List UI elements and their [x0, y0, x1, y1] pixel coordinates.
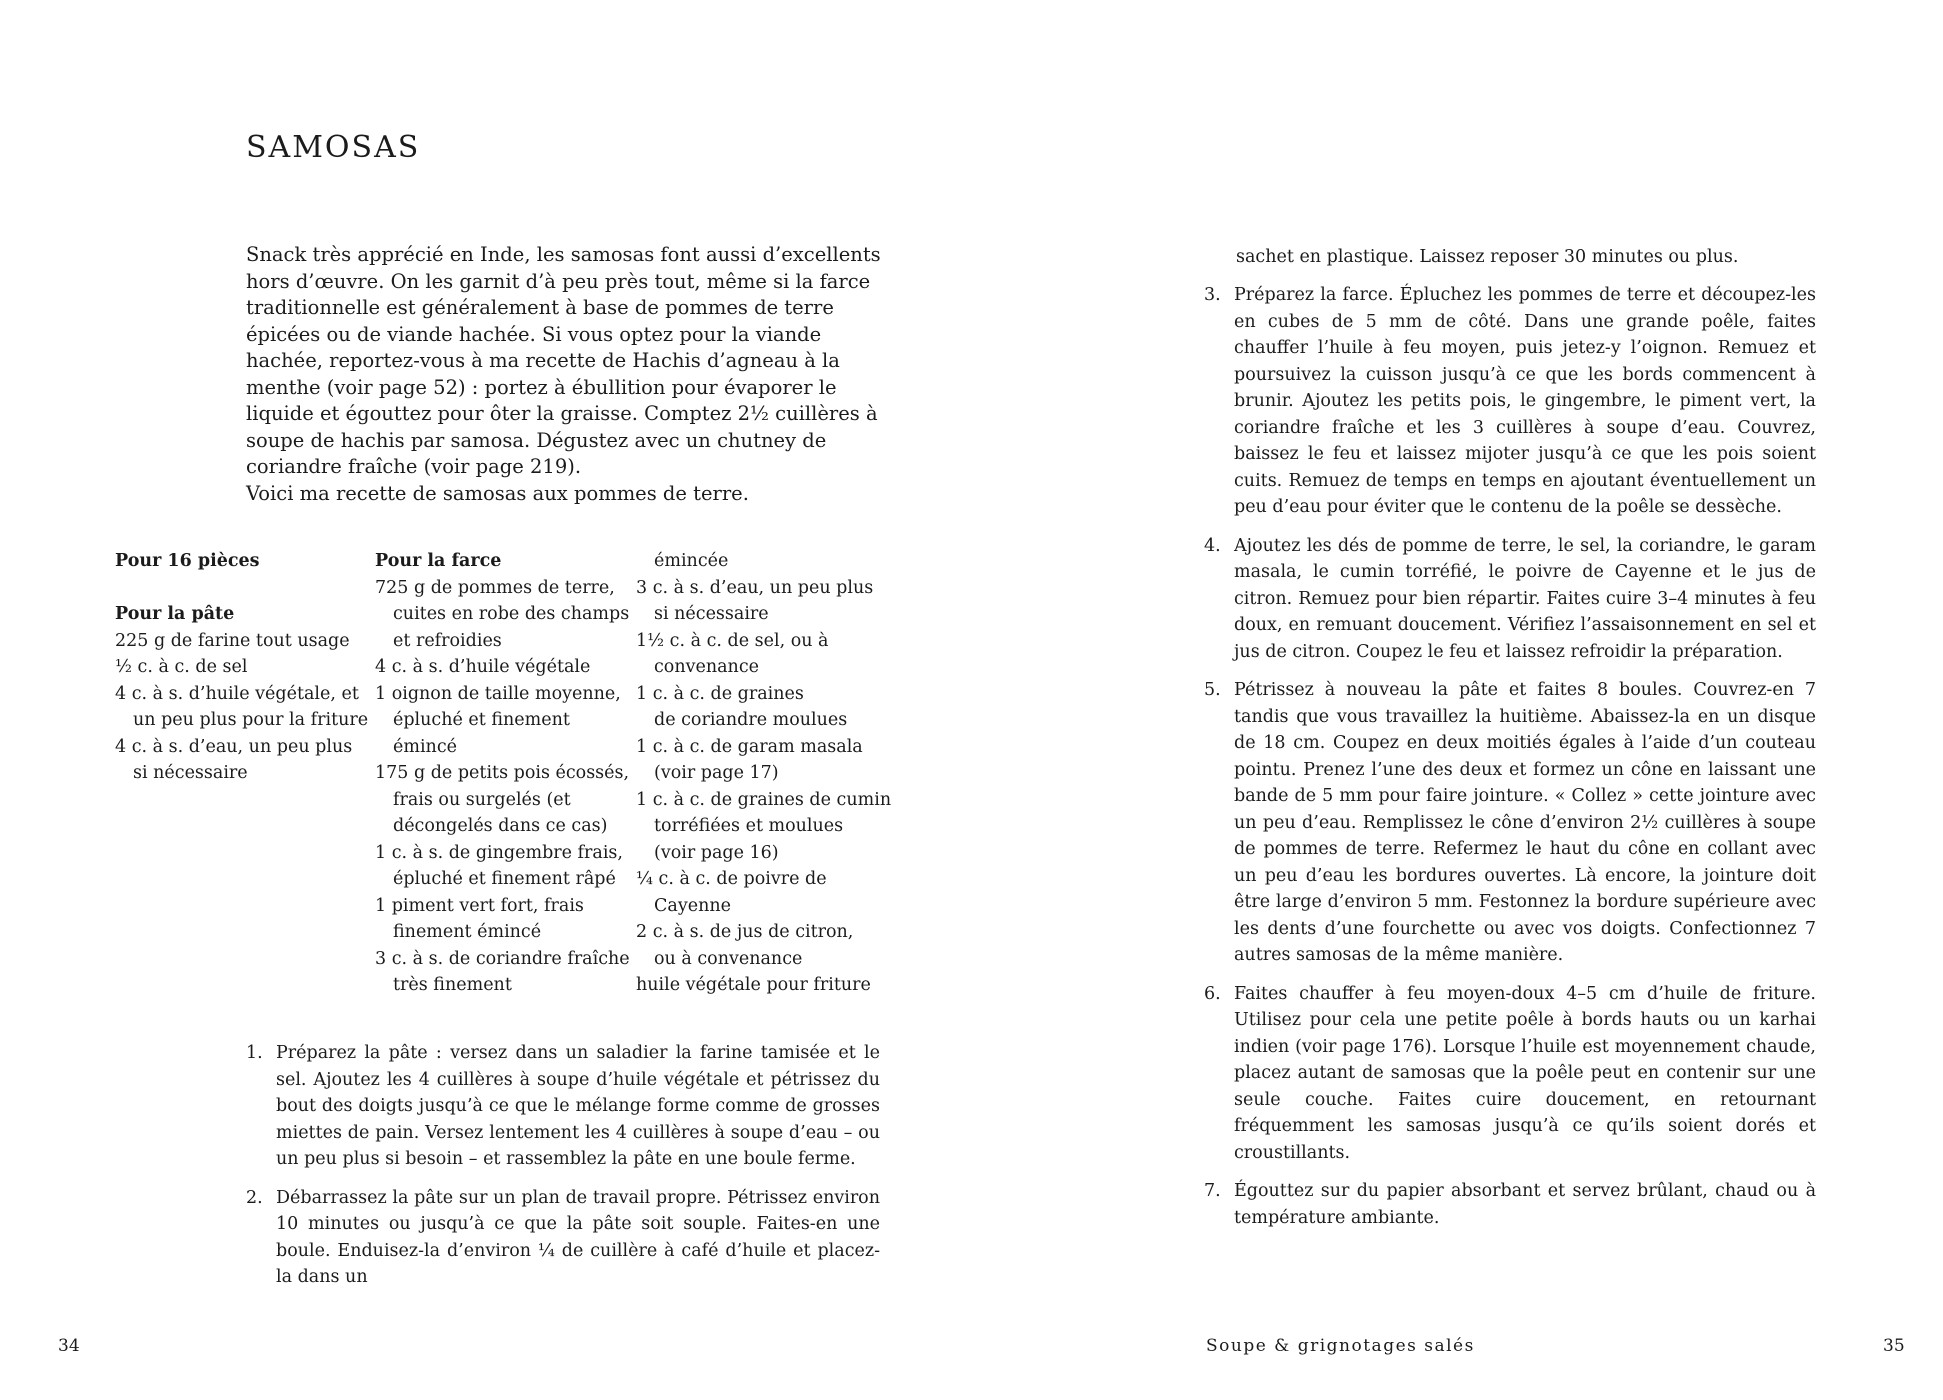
ingredient-line: 4 c. à s. d’huile végétale: [375, 657, 591, 677]
page-number: 35: [1883, 1336, 1905, 1356]
ingredient-line: Cayenne: [654, 895, 731, 916]
ingredient-line: épluché et finement: [393, 710, 570, 730]
ingredient-line: ½ c. à c. de sel: [115, 657, 248, 677]
ingredient-line: 2 c. à s. de jus de citron,: [636, 922, 854, 942]
ingredient-line: 1 c. à c. de graines de cumin: [636, 789, 892, 810]
ingredient-line: finement émincé: [393, 922, 542, 942]
ingredient-line: 1 c. à c. de graines: [636, 683, 804, 704]
step-text: Faites chauffer à feu moyen-doux 4–5 cm d’huile de friture. Utilisez pour cela une petite poêle à bords hauts ou un karhai indien (voir page 176). Lorsque l’huile est moyennement chaude, placez autant de samosas que la poêle peut en contenir sur une seule couche. Faites cuire doucement, en retournant fréquemment les samosas jusqu’à ce qu’ils soient dorés et croustillants.: [1234, 983, 1816, 1163]
page-number: 34: [58, 1336, 80, 1356]
step-text: Débarrassez la pâte sur un plan de travail propre. Pétrissez environ 10 minutes ou jusqu’à ce que la pâte soit souple. Faites-en une boule. Enduisez-la d’environ ¼ de cuillère à café d’huile et placez-la dans un: [276, 1187, 880, 1287]
ingredient-line: frais ou surgelés (et: [393, 789, 571, 810]
step-number: 5.: [1204, 680, 1221, 700]
ingredient-line: 4 c. à s. d’huile végétale, et: [115, 683, 359, 704]
ingredient-line: 1 oignon de taille moyenne,: [375, 683, 621, 704]
intro-paragraph: Voici ma recette de samosas aux pommes de terre.: [246, 481, 749, 505]
ingredient-line: 175 g de petits pois écossés,: [375, 763, 630, 783]
step-number: 3.: [1204, 285, 1221, 305]
ingredient-line: et refroidies: [393, 630, 502, 651]
step-text: Préparez la pâte : versez dans un saladier la farine tamisée et le sel. Ajoutez les 4 cuillères à soupe d’huile végétale et pétrissez du bout des doigts jusqu’à ce que le mélange forme comme de grosses miettes de pain. Versez lentement les 4 cuillères à soupe d’eau – ou un peu plus si besoin – et rassemblez la pâte en une boule ferme.: [276, 1043, 880, 1169]
ingredient-line: (voir page 16): [654, 842, 779, 863]
ingredient-line: si nécessaire: [654, 604, 769, 624]
step-text: Ajoutez les dés de pomme de terre, le sel, la coriandre, le garam masala, le cumin torréfié, le poivre de Cayenne et le jus de citron. Remuez pour bien répartir. Faites cuire 3–4 minutes à feu doux, en remuant doucement. Vérifiez l’assaisonnement en sel et jus de citron. Coupez le feu et laissez refroidir la préparation.: [1234, 535, 1816, 662]
ingredient-line: ¼ c. à c. de poivre de: [636, 869, 827, 889]
ingredient-line: convenance: [654, 657, 759, 677]
running-head: Soupe & grignotages salés: [1206, 1336, 1475, 1356]
ingredient-line: cuites en robe des champs: [393, 604, 630, 624]
right-page: [972, 0, 1943, 1400]
ingredients-column-filling: [375, 548, 630, 999]
ingredient-line: si nécessaire: [133, 763, 248, 783]
intro-text: [246, 242, 896, 507]
ingredients-column-pastry: [115, 548, 368, 787]
step-number: 4.: [1204, 535, 1221, 556]
ingredient-line: 1½ c. à c. de sel, ou à: [636, 630, 829, 651]
ingredient-line: ou à convenance: [654, 948, 803, 969]
step-text: Égouttez sur du papier absorbant et servez brûlant, chaud ou à température ambiante.: [1234, 1181, 1816, 1228]
method-step: [246, 1040, 880, 1173]
ingredient-line: 225 g de farine tout usage: [115, 630, 350, 651]
pastry-heading: Pour la pâte: [115, 604, 235, 624]
ingredient-line: 3 c. à s. de coriandre fraîche: [375, 948, 630, 969]
step-text: Pétrissez à nouveau la pâte et faites 8 boules. Couvrez-en 7 tandis que vous travaillez la huitième. Abaissez-la en un disque de 18 cm. Coupez en deux moitiés égales à l’aide d’un couteau pointu. Prenez l’une des deux et formez un cône en laissant une bande de 5 mm pour faire jointure. « Collez » cette jointure avec un peu d’eau. Remplissez le cône d’environ 2½ cuillères à soupe de pommes de terre. Refermez le haut du cône en collant avec un peu d’eau les bordures ouvertes. Là encore, la jointure doit être large d’environ 5 mm. Festonnez la bordure supérieure avec les dents d’une fourchette ou avec vos doigts. Confectionnez 7 autres samosas de la même manière.: [1234, 680, 1816, 965]
ingredient-line: décongelés dans ce cas): [393, 816, 608, 836]
ingredient-line: (voir page 17): [654, 763, 779, 783]
ingredient-line: épluché et finement râpé: [393, 869, 616, 889]
step-number: 7.: [1204, 1181, 1221, 1201]
method-step: [1204, 981, 1816, 1167]
step-number: 1.: [246, 1043, 263, 1063]
ingredient-line: 1 piment vert fort, frais: [375, 895, 584, 916]
ingredient-line: 1 c. à s. de gingembre frais,: [375, 842, 623, 863]
yield-heading: Pour 16 pièces: [115, 551, 260, 571]
ingredients-column-filling-continued: [636, 548, 891, 999]
ingredient-line: 3 c. à s. d’eau, un peu plus: [636, 577, 874, 598]
method-steps-right: [1204, 282, 1816, 1243]
method-step: [1204, 533, 1816, 666]
ingredient-line: 725 g de pommes de terre,: [375, 577, 615, 598]
ingredient-line: 1 c. à c. de garam masala: [636, 736, 863, 757]
method-step: [246, 1185, 880, 1291]
ingredient-line: de coriandre moulues: [654, 710, 848, 730]
ingredient-line: torréfiées et moulues: [654, 816, 844, 836]
ingredient-line: émincée: [654, 551, 729, 571]
ingredient-line: très finement: [393, 975, 512, 995]
method-step: [1204, 282, 1816, 521]
filling-heading: Pour la farce: [375, 551, 502, 571]
recipe-title: SAMOSAS: [246, 130, 421, 166]
ingredient-line: 4 c. à s. d’eau, un peu plus: [115, 736, 353, 757]
ingredient-line: un peu plus pour la friture: [133, 710, 369, 730]
method-step: [1204, 1178, 1816, 1231]
intro-paragraph: Snack très apprécié en Inde, les samosas font aussi d’excellents hors d’œuvre. On les garnit d’à peu près tout, même si la farce traditionnelle est généralement à base de pommes de terre épicées ou de viande hachée. Si vous optez pour la viande hachée, reportez-vous à ma recette de Hachis d’agneau à la menthe (voir page 52) : portez à ébullition pour évaporer le liquide et égouttez pour ôter la graisse. Comptez 2½ cuillères à soupe de hachis par samosa. Dégustez avec un chutney de coriandre fraîche (voir page 219).: [246, 243, 881, 478]
method-steps-left: [246, 1040, 880, 1303]
step-continuation: sachet en plastique. Laissez reposer 30 minutes ou plus.: [1236, 247, 1739, 267]
ingredient-line: huile végétale pour friture: [636, 975, 871, 995]
step-number: 6.: [1204, 983, 1221, 1004]
step-number: 2.: [246, 1187, 263, 1208]
step-text: Préparez la farce. Épluchez les pommes de terre et découpez-les en cubes de 5 mm de côté. Dans une grande poêle, faites chauffer l’huile à feu moyen, puis jetez-y l’oignon. Remuez et poursuivez la cuisson jusqu’à ce que les bords commencent à brunir. Ajoutez les petits pois, le gingembre, le piment vert, la coriandre fraîche et les 3 cuillères à soupe d’eau. Couvrez, baissez le feu et laissez mijoter jusqu’à ce que les pois soient cuits. Remuez de temps en temps en ajoutant éventuellement un peu d’eau pour éviter que le contenu de la poêle se dessèche.: [1234, 285, 1816, 517]
method-step: [1204, 677, 1816, 969]
ingredient-line: émincé: [393, 736, 457, 757]
